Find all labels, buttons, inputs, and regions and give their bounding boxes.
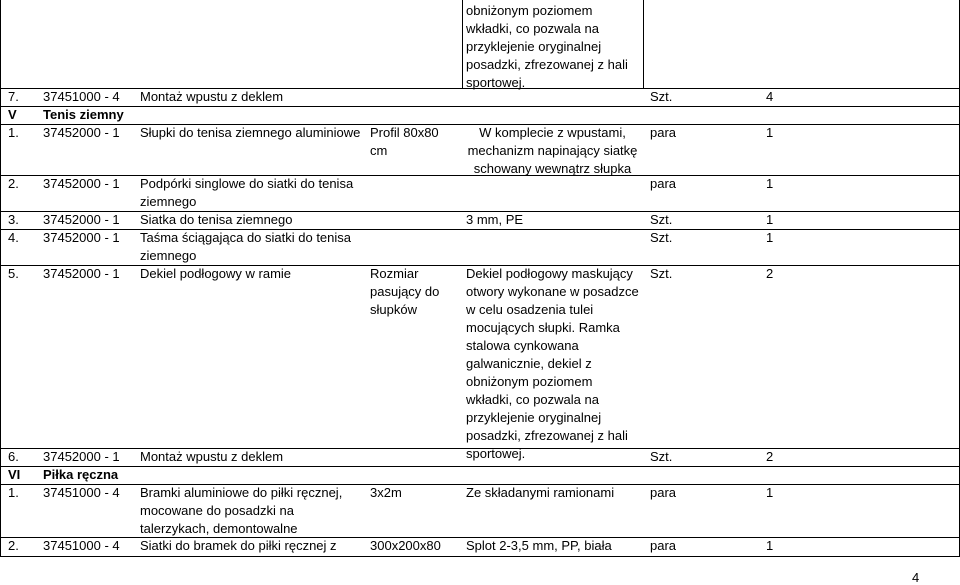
page-number: 4: [912, 570, 920, 585]
item-desc: Ze składanymi ramionami: [466, 485, 615, 500]
item-name: Słupki do tenisa ziemnego aluminiowe: [140, 125, 361, 140]
cpv-code: 37452000 - 1: [43, 230, 120, 245]
section-number: V: [8, 107, 17, 122]
section-number: VI: [8, 467, 21, 482]
col-line-unit-top: [643, 0, 644, 88]
item-param: Rozmiar pasujący do słupków: [370, 266, 440, 317]
item-name: Bramki aluminiowe do piłki ręcznej, mocowane do posadzki na talerzykach, demontowalne: [140, 485, 343, 536]
row-number: 1.: [8, 485, 19, 500]
cpv-code: 37452000 - 1: [43, 449, 120, 464]
carryover-desc: obniżonym poziomem wkładki, co pozwala na przyklejenie oryginalnej posadzki, zfrezowanej z hali sportowej.: [466, 3, 628, 90]
row-number: 2.: [8, 538, 19, 553]
quantity: 2: [766, 449, 774, 464]
unit: para: [650, 538, 677, 553]
item-name: Taśma ściągająca do siatki do tenisa ziemnego: [140, 230, 352, 263]
item-desc: Dekiel podłogowy maskujący otwory wykonane w posadzce w celu osadzenia tulei mocujących słupki. Ramka stalowa cynkowana galwanicznie, dekiel z obniżonym poziomem wkładki, co pozwala na przyklejenie oryginalnej posadzki, zfrezowanej z hali sportowej.: [466, 266, 639, 461]
quantity: 1: [766, 485, 774, 500]
section-title: Piłka ręczna: [43, 467, 119, 482]
unit: Szt.: [650, 89, 673, 104]
quantity: 2: [766, 266, 774, 281]
item-param: 3 mm, PE: [466, 212, 524, 227]
cpv-code: 37452000 - 1: [43, 266, 120, 281]
item-name: Dekiel podłogowy w ramie: [140, 266, 292, 281]
quantity: 1: [766, 230, 774, 245]
item-name: Siatka do tenisa ziemnego: [140, 212, 293, 227]
row-number: 6.: [8, 449, 19, 464]
row-number: 4.: [8, 230, 19, 245]
col-line-0: [0, 0, 1, 557]
item-desc: W komplecie z wpustami, mechanizm napinający siatkę schowany wewnątrz słupka: [467, 125, 638, 176]
item-param: Profil 80x80 cm: [370, 125, 439, 158]
row-number: 2.: [8, 176, 19, 191]
item-name: Montaż wpustu z deklem: [140, 89, 284, 104]
unit: para: [650, 176, 677, 191]
col-line-desc-top: [462, 0, 463, 88]
row-number: 7.: [8, 89, 19, 104]
quantity: 1: [766, 125, 774, 140]
cpv-code: 37452000 - 1: [43, 125, 120, 140]
unit: Szt.: [650, 230, 673, 245]
quantity: 1: [766, 212, 774, 227]
cpv-code: 37451000 - 4: [43, 485, 120, 500]
row-line: [0, 556, 960, 557]
unit: Szt.: [650, 449, 673, 464]
row-number: 3.: [8, 212, 19, 227]
cpv-code: 37452000 - 1: [43, 212, 120, 227]
item-param: 300x200x80: [370, 538, 441, 553]
item-param: 3x2m: [370, 485, 402, 500]
quantity: 1: [766, 538, 774, 553]
cpv-code: 37451000 - 4: [43, 538, 120, 553]
unit: Szt.: [650, 212, 673, 227]
cpv-code: 37452000 - 1: [43, 176, 120, 191]
unit: Szt.: [650, 266, 673, 281]
row-line: [0, 466, 960, 467]
section-title: Tenis ziemny: [43, 107, 124, 122]
row-line: [0, 106, 960, 107]
item-name: Siatki do bramek do piłki ręcznej z: [140, 538, 337, 553]
quantity: 4: [766, 89, 774, 104]
row-number: 5.: [8, 266, 19, 281]
row-number: 1.: [8, 125, 19, 140]
cpv-code: 37451000 - 4: [43, 89, 120, 104]
item-name: Montaż wpustu z deklem: [140, 449, 284, 464]
unit: para: [650, 125, 677, 140]
unit: para: [650, 485, 677, 500]
item-desc: Splot 2-3,5 mm, PP, biała: [466, 538, 612, 553]
item-name: Podpórki singlowe do siatki do tenisa ziemnego: [140, 176, 354, 209]
quantity: 1: [766, 176, 774, 191]
